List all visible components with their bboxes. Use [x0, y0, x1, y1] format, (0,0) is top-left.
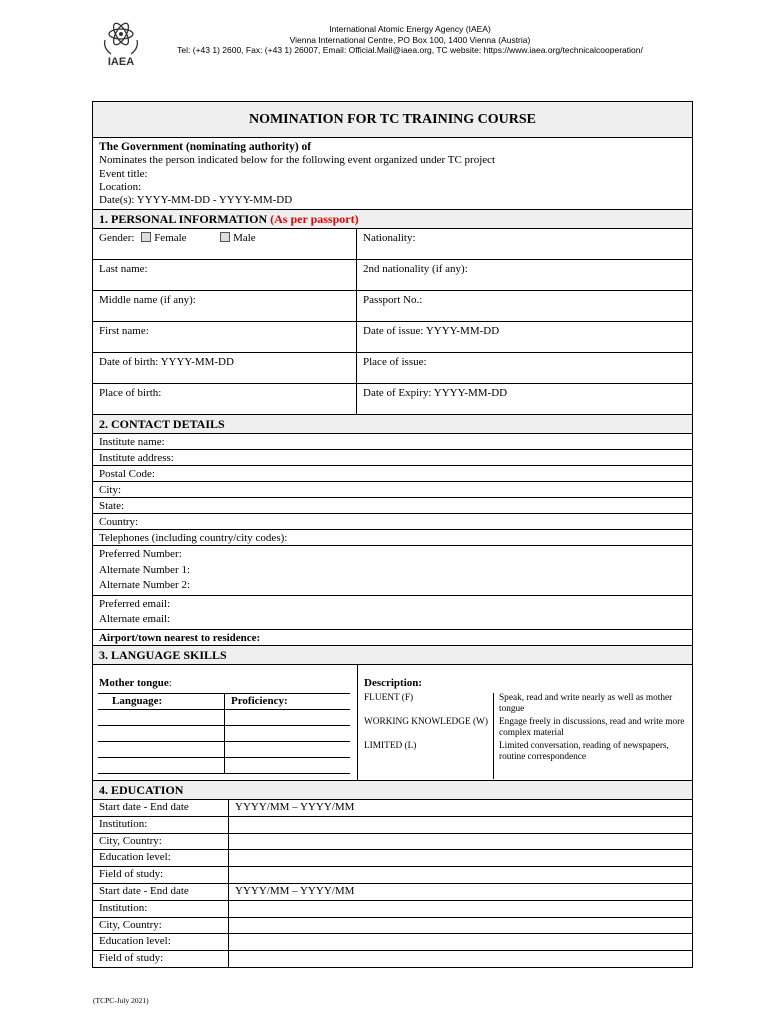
passport-note: (As per passport)	[270, 212, 359, 227]
table-row	[93, 834, 692, 851]
personal-row	[93, 291, 692, 322]
airport-field[interactable]: Airport/town nearest to residence:	[93, 630, 692, 646]
personal-row	[93, 353, 692, 384]
contact-details-heading: 2. CONTACT DETAILS	[93, 415, 692, 434]
passport-no-field[interactable]: Passport No.:	[363, 294, 423, 307]
proficiency-description	[358, 665, 692, 780]
form-title: NOMINATION FOR TC TRAINING COURSE	[93, 102, 692, 138]
nomination-form	[92, 101, 693, 968]
place-of-issue-field[interactable]: Place of issue:	[363, 356, 427, 369]
date-of-birth-field[interactable]: Date of birth: YYYY-MM-DD	[93, 353, 357, 383]
table-row	[98, 710, 350, 726]
proficiency-cell[interactable]	[225, 758, 350, 773]
table-row	[98, 742, 350, 758]
edu-label: Start date - End date	[93, 800, 229, 816]
education-heading: 4. EDUCATION	[93, 781, 692, 800]
edu-value[interactable]	[229, 834, 692, 850]
emails	[93, 596, 692, 630]
language-section	[93, 665, 692, 781]
iaea-logo	[99, 18, 143, 68]
edu-value[interactable]	[229, 850, 692, 866]
table-row	[93, 850, 692, 867]
language-table	[98, 693, 350, 774]
language-cell[interactable]	[98, 742, 225, 757]
table-row	[93, 817, 692, 834]
proficiency-cell[interactable]	[225, 742, 350, 757]
edu-value[interactable]	[229, 918, 692, 934]
edu-label: City, Country:	[93, 918, 229, 934]
language-table-area	[93, 665, 358, 780]
personal-row	[93, 260, 692, 291]
org-address: Vienna International Centre, PO Box 100, 1400 Vienna (Austria)	[289, 34, 531, 45]
preferred-number-field[interactable]: Preferred Number:	[99, 548, 182, 561]
level-limited: LIMITED (L)	[364, 740, 417, 751]
table-row	[93, 918, 692, 935]
dates-field[interactable]: Date(s): YYYY-MM-DD - YYYY-MM-DD	[99, 194, 293, 207]
level-names	[358, 693, 494, 779]
country-field[interactable]: Country:	[93, 514, 692, 530]
edu-label: Field of study:	[93, 951, 229, 967]
second-nationality-field[interactable]: 2nd nationality (if any):	[363, 263, 468, 276]
phone-numbers	[93, 546, 692, 596]
male-checkbox[interactable]	[220, 232, 230, 242]
edu-label: Start date - End date	[93, 884, 229, 900]
city-field[interactable]: City:	[93, 482, 692, 498]
edu-label: Education level:	[93, 850, 229, 866]
edu-value[interactable]	[229, 901, 692, 917]
telephones-label: Telephones (including country/city codes):	[93, 530, 692, 546]
description-label: Description:	[364, 676, 423, 689]
personal-row	[93, 229, 692, 260]
language-cell[interactable]	[98, 758, 225, 773]
level-fluent-desc: Speak, read and write nearly as well as mother tongue	[499, 692, 673, 715]
personal-row	[93, 322, 692, 353]
event-title-field[interactable]: Event title:	[99, 167, 148, 180]
education-table	[93, 800, 692, 967]
preferred-email-field[interactable]: Preferred email:	[99, 597, 171, 610]
language-skills-heading: 3. LANGUAGE SKILLS	[93, 646, 692, 665]
level-descriptions	[494, 693, 695, 779]
table-row	[93, 951, 692, 967]
table-row	[93, 934, 692, 951]
proficiency-cell[interactable]	[225, 726, 350, 741]
alternate-number-2-field[interactable]: Alternate Number 2:	[99, 579, 191, 592]
government-statement: Nominates the person indicated below for the following event organized under TC project	[99, 154, 496, 167]
state-field[interactable]: State:	[93, 498, 692, 514]
edu-label: Institution:	[93, 817, 229, 833]
edu-value[interactable]	[229, 934, 692, 950]
edu-label: Institution:	[93, 901, 229, 917]
language-cell[interactable]	[98, 710, 225, 725]
level-fluent: FLUENT (F)	[364, 692, 414, 703]
level-limited-desc: Limited conversation, reading of newspapers, routine correspondence	[499, 740, 669, 763]
location-field[interactable]: Location:	[99, 180, 142, 193]
proficiency-cell[interactable]	[225, 710, 350, 725]
edu-value[interactable]: YYYY/MM – YYYY/MM	[235, 800, 355, 813]
edu-label: Education level:	[93, 934, 229, 950]
government-heading: The Government (nominating authority) of	[99, 141, 312, 153]
org-contact: Tel: (+43 1) 2600, Fax: (+43 1) 26007, Email: Official.Mail@iaea.org, TC website: https://www.iaea.org/technicalcooperation/	[177, 45, 643, 55]
date-of-issue-field[interactable]: Date of issue: YYYY-MM-DD	[363, 325, 500, 338]
atom-emblem-icon	[99, 18, 143, 68]
last-name-field[interactable]: Last name:	[93, 260, 357, 290]
proficiency-column-header: Proficiency:	[231, 694, 288, 707]
table-row	[98, 758, 350, 774]
language-column-header: Language:	[98, 694, 225, 709]
edu-value[interactable]	[229, 817, 692, 833]
table-row	[93, 884, 692, 901]
place-of-birth-field[interactable]: Place of birth:	[93, 384, 357, 414]
edu-value[interactable]	[229, 867, 692, 883]
level-working-desc: Engage freely in discussions, read and write more complex material	[499, 716, 685, 739]
proficiency-levels	[358, 693, 695, 779]
date-of-expiry-field[interactable]: Date of Expiry: YYYY-MM-DD	[363, 387, 508, 400]
middle-name-field[interactable]: Middle name (if any):	[93, 291, 357, 321]
table-row	[98, 726, 350, 742]
level-working: WORKING KNOWLEDGE (W)	[364, 716, 488, 727]
female-checkbox[interactable]	[141, 232, 151, 242]
form-version-footer: (TCPC-July 2021)	[93, 996, 149, 1005]
postal-code-field[interactable]: Postal Code:	[93, 466, 692, 482]
institute-name-field[interactable]: Institute name:	[93, 434, 692, 450]
edu-label: City, Country:	[93, 834, 229, 850]
header-info	[150, 24, 670, 56]
edu-label: Field of study:	[93, 867, 229, 883]
mother-tongue-label[interactable]: Mother tongue:	[99, 676, 172, 689]
institute-address-field[interactable]: Institute address:	[93, 450, 692, 466]
language-cell[interactable]	[98, 726, 225, 741]
org-name: International Atomic Energy Agency (IAEA)	[329, 24, 491, 34]
government-section	[93, 138, 692, 210]
alternate-number-1-field[interactable]: Alternate Number 1:	[99, 563, 191, 576]
gender-field: Gender: Female Male	[93, 229, 357, 259]
svg-text:IAEA: IAEA	[107, 56, 135, 68]
alternate-email-field[interactable]: Alternate email:	[99, 613, 171, 626]
first-name-field[interactable]: First name:	[93, 322, 357, 352]
table-row	[93, 867, 692, 884]
language-table-header	[98, 694, 350, 710]
nationality-field[interactable]: Nationality:	[363, 232, 416, 245]
table-row	[93, 901, 692, 918]
personal-info-heading: 1. PERSONAL INFORMATION (As per passport)	[93, 210, 692, 229]
edu-value[interactable]	[229, 951, 692, 967]
table-row	[93, 800, 692, 817]
personal-row	[93, 384, 692, 415]
edu-value[interactable]: YYYY/MM – YYYY/MM	[235, 884, 355, 897]
